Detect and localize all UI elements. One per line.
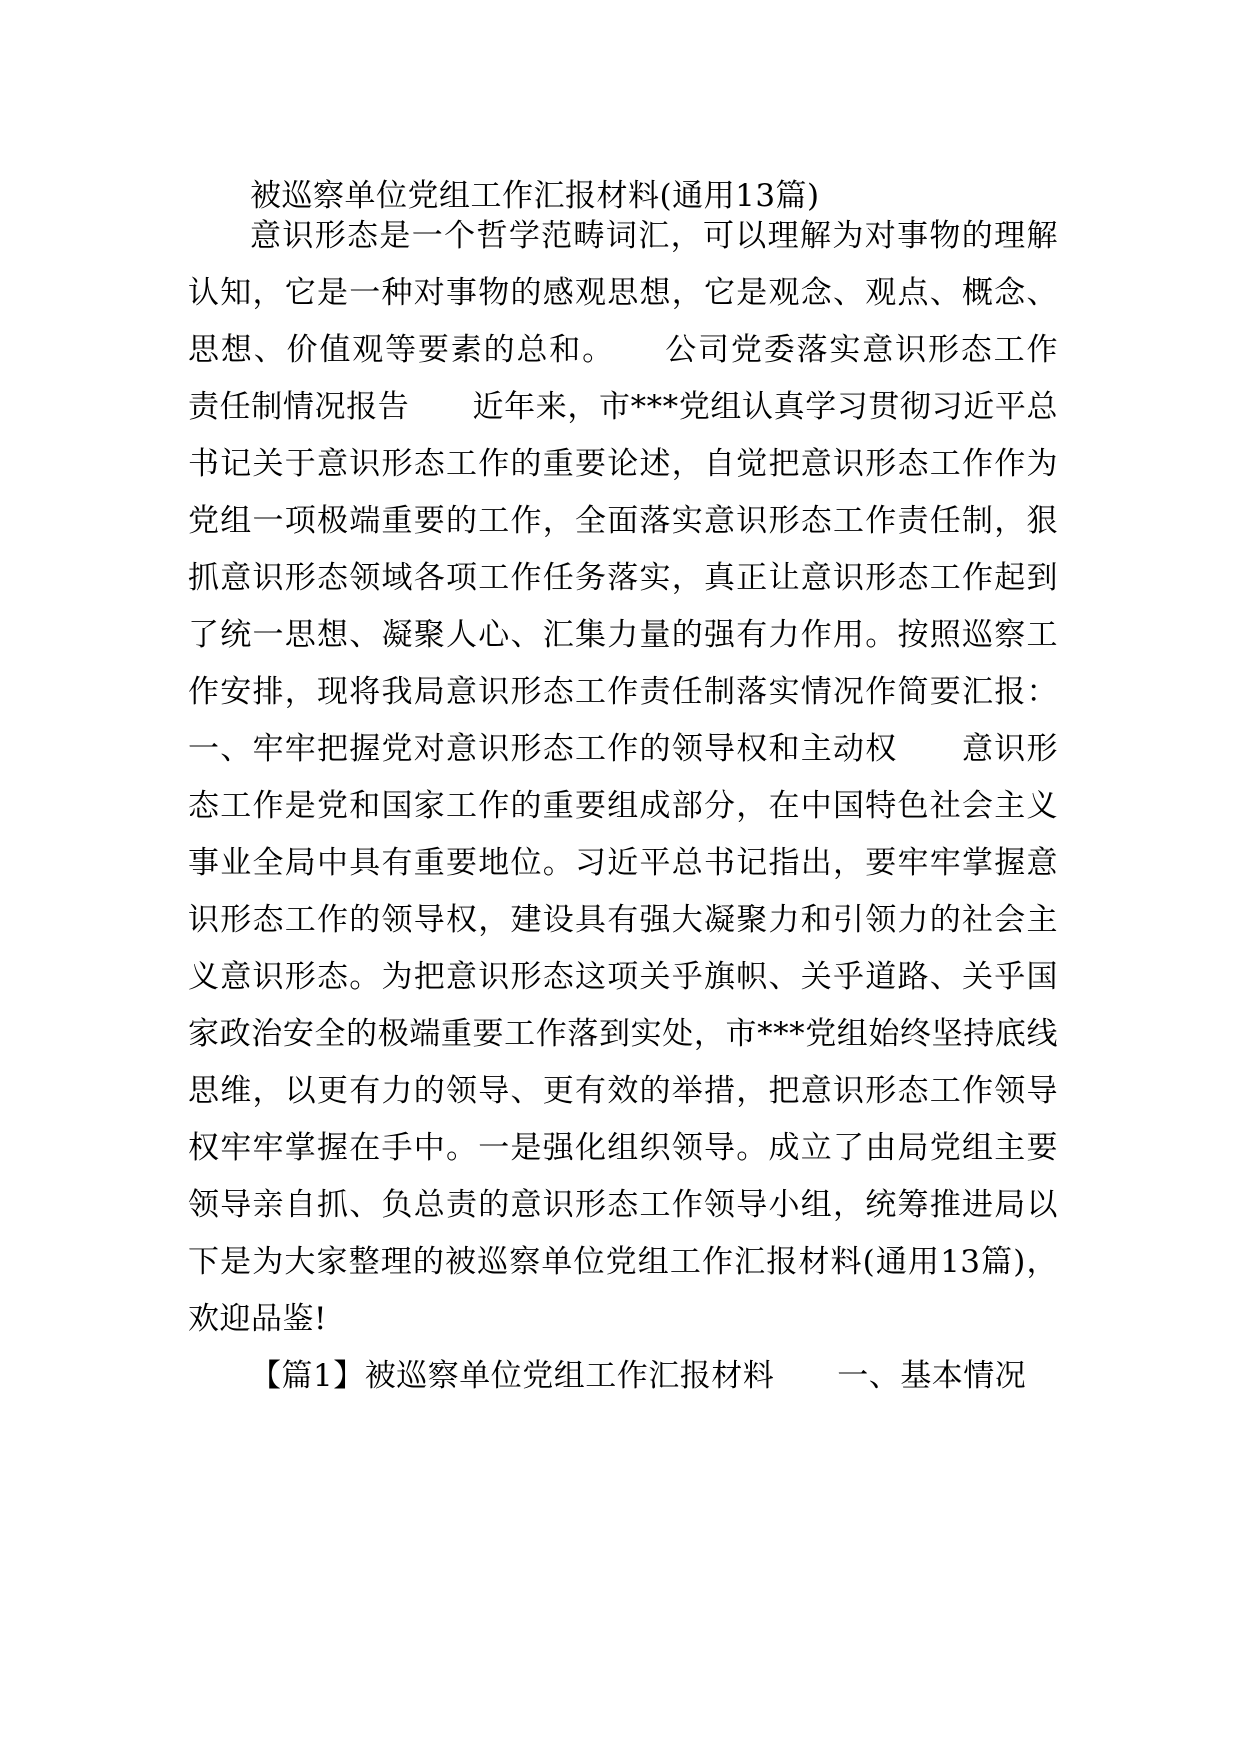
paragraph-line: 党组一项极端重要的工作，全面落实意识形态工作责任制，狠 bbox=[188, 503, 1058, 539]
paragraph-line: 责任制情况报告 近年来，市***党组认真学习贯彻习近平总 bbox=[188, 389, 1058, 425]
paragraph-line: 思想、价值观等要素的总和。 公司党委落实意识形态工作 bbox=[188, 332, 1058, 368]
paragraph-line: 领导亲自抓、负总责的意识形态工作领导小组，统筹推进局以 bbox=[188, 1187, 1058, 1223]
paragraph-line: 下是为大家整理的被巡察单位党组工作汇报材料(通用13篇)， bbox=[188, 1244, 1058, 1280]
paragraph-line: 认知，它是一种对事物的感观思想，它是观念、观点、概念、 bbox=[188, 275, 1058, 311]
paragraph-line: 一、牢牢把握党对意识形态工作的领导权和主动权 意识形 bbox=[188, 731, 1058, 767]
paragraph-line: 了统一思想、凝聚人心、汇集力量的强有力作用。按照巡察工 bbox=[188, 617, 1058, 653]
paragraph-line: 事业全局中具有重要地位。习近平总书记指出，要牢牢掌握意 bbox=[188, 845, 1058, 881]
paragraph-line: 意识形态是一个哲学范畴词汇，可以理解为对事物的理解 bbox=[250, 218, 1058, 254]
paragraph-line: 识形态工作的领导权，建设具有强大凝聚力和引领力的社会主 bbox=[188, 902, 1058, 938]
section-heading: 【篇1】被巡察单位党组工作汇报材料 一、基本情况 bbox=[250, 1358, 1027, 1394]
paragraph-line: 抓意识形态领域各项工作任务落实，真正让意识形态工作起到 bbox=[188, 560, 1058, 596]
paragraph-line: 欢迎品鉴! bbox=[188, 1301, 327, 1337]
paragraph-line: 家政治安全的极端重要工作落到实处，市***党组始终坚持底线 bbox=[188, 1016, 1058, 1052]
paragraph-line: 书记关于意识形态工作的重要论述，自觉把意识形态工作作为 bbox=[188, 446, 1058, 482]
paragraph-line: 权牢牢掌握在手中。一是强化组织领导。成立了由局党组主要 bbox=[188, 1130, 1058, 1166]
document-title: 被巡察单位党组工作汇报材料(通用13篇) bbox=[250, 178, 820, 214]
paragraph-line: 作安排，现将我局意识形态工作责任制落实情况作简要汇报： bbox=[188, 674, 1058, 710]
paragraph-line: 态工作是党和国家工作的重要组成部分，在中国特色社会主义 bbox=[188, 788, 1058, 824]
paragraph-line: 思维，以更有力的领导、更有效的举措，把意识形态工作领导 bbox=[188, 1073, 1058, 1109]
paragraph-line: 义意识形态。为把意识形态这项关乎旗帜、关乎道路、关乎国 bbox=[188, 959, 1058, 995]
